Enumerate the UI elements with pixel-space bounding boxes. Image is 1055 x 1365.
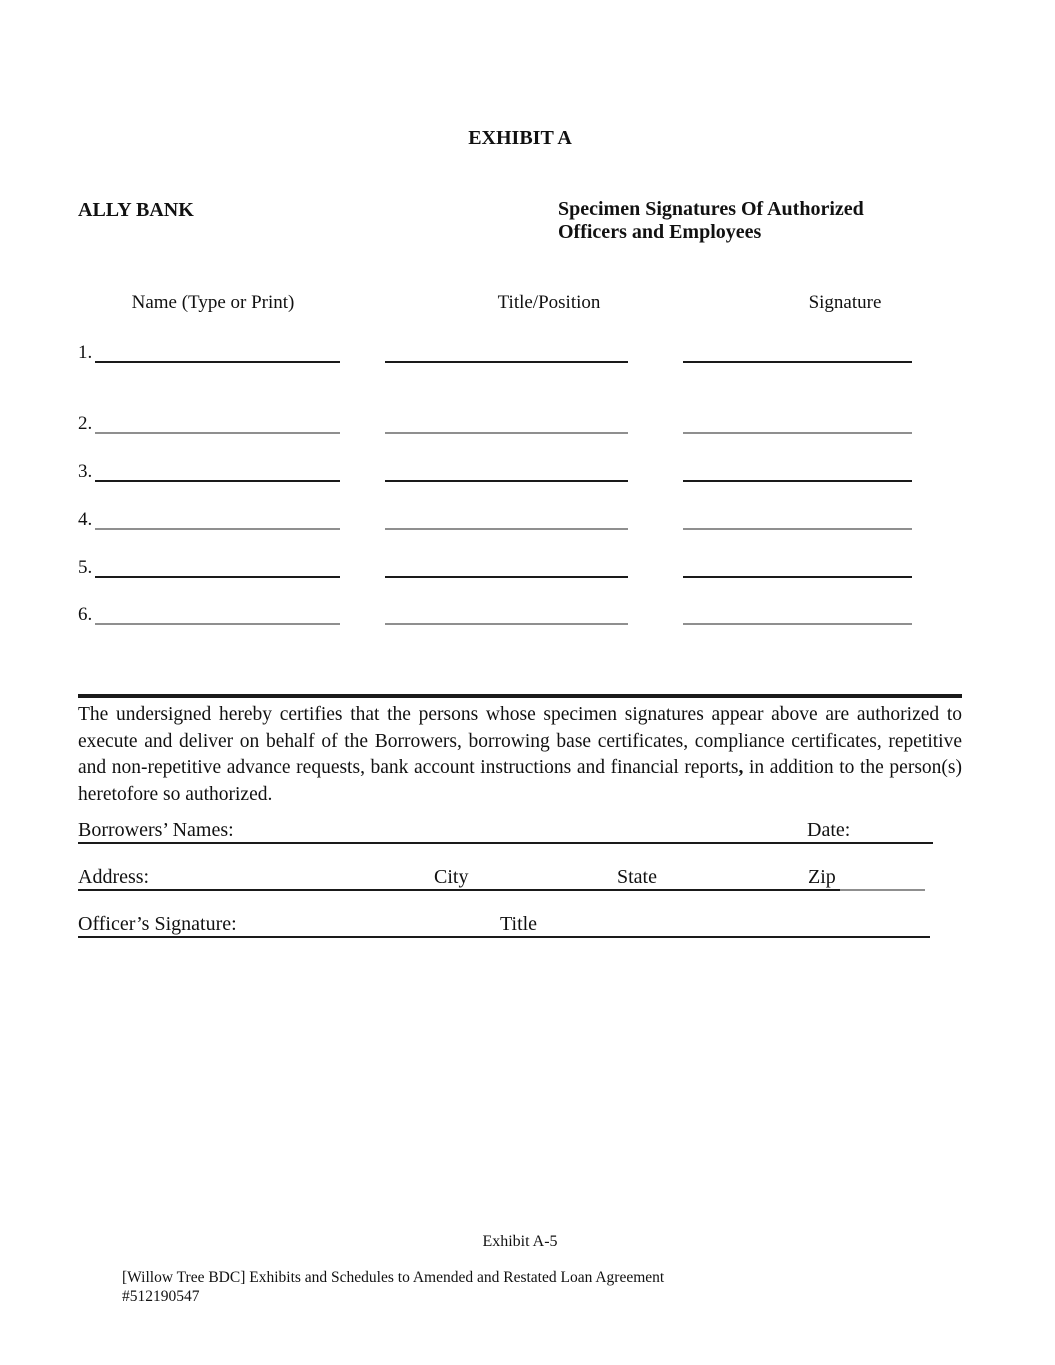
- zip-label: Zip: [808, 866, 836, 888]
- certification-text-continued: in addition to the person(s) heretofore so authorized.: [78, 757, 962, 805]
- title-blank-line: [385, 460, 628, 482]
- signature-blank-line: [683, 556, 912, 578]
- specimen-row-3: [78, 460, 912, 482]
- borrowers-names-row: [78, 815, 933, 844]
- certification-bold-comma: ,: [738, 757, 744, 778]
- footer-doc-line1: [Willow Tree BDC] Exhibits and Schedules to Amended and Restated Loan Agreement: [122, 1269, 665, 1286]
- name-blank-line: [95, 412, 340, 434]
- column-header-signature: Signature: [808, 292, 882, 313]
- address-row: [78, 862, 925, 891]
- footer-page-label: Exhibit A-5: [482, 1233, 558, 1250]
- certification-paragraph: [78, 702, 962, 808]
- name-blank-line: [95, 556, 340, 578]
- bank-name: ALLY BANK: [78, 199, 194, 221]
- title-blank-line: [385, 603, 628, 625]
- footer-doc-line2: #512190547: [122, 1288, 200, 1305]
- officer-signature-row: [78, 909, 930, 938]
- signature-blank-line: [683, 341, 912, 363]
- exhibit-title: EXHIBIT A: [468, 127, 572, 149]
- form-title-line2: Officers and Employees: [558, 221, 762, 243]
- signature-blank-line: [683, 603, 912, 625]
- section-divider-rule: [78, 694, 962, 698]
- row-number: 5.: [78, 557, 93, 578]
- certification-text: The undersigned hereby certifies that the persons whose specimen signatures appear above are authorized to execute and deliver on behalf of the Borrowers, borrowing base certificates, compliance certificates, repetitive and non-repetitive advance requests, bank account instructions and financial reports: [78, 704, 962, 778]
- form-title: [558, 198, 898, 244]
- name-blank-line: [95, 603, 340, 625]
- borrowers-names-label: Borrowers’ Names:: [78, 819, 234, 841]
- specimen-row-1: [78, 341, 912, 363]
- officer-signature-label: Officer’s Signature:: [78, 913, 237, 935]
- column-header-name: Name (Type or Print): [131, 292, 295, 313]
- title-blank-line: [385, 412, 628, 434]
- row-number: 6.: [78, 604, 93, 625]
- specimen-row-5: [78, 556, 912, 578]
- title-blank-line: [385, 556, 628, 578]
- column-header-title-position: Title/Position: [497, 292, 601, 313]
- footer-document-reference: [122, 1268, 822, 1306]
- zip-blank-line: [840, 889, 925, 891]
- row-number: 1.: [78, 342, 93, 363]
- row-number: 2.: [78, 413, 93, 434]
- name-blank-line: [95, 341, 340, 363]
- specimen-row-4: [78, 508, 912, 530]
- address-label: Address:: [78, 866, 150, 888]
- signature-blank-line: [683, 460, 912, 482]
- city-label: City: [434, 866, 469, 888]
- title-label: Title: [500, 913, 538, 935]
- name-blank-line: [95, 460, 340, 482]
- row-number: 3.: [78, 461, 93, 482]
- signature-blank-line: [683, 412, 912, 434]
- title-blank-line: [385, 508, 628, 530]
- state-label: State: [617, 866, 657, 888]
- specimen-row-6: [78, 603, 912, 625]
- signature-blank-line: [683, 508, 912, 530]
- title-blank-line: [385, 341, 628, 363]
- specimen-row-2: [78, 412, 912, 434]
- row-number: 4.: [78, 509, 93, 530]
- date-label: Date:: [807, 819, 851, 841]
- name-blank-line: [95, 508, 340, 530]
- form-title-line1: Specimen Signatures Of Authorized: [558, 198, 864, 220]
